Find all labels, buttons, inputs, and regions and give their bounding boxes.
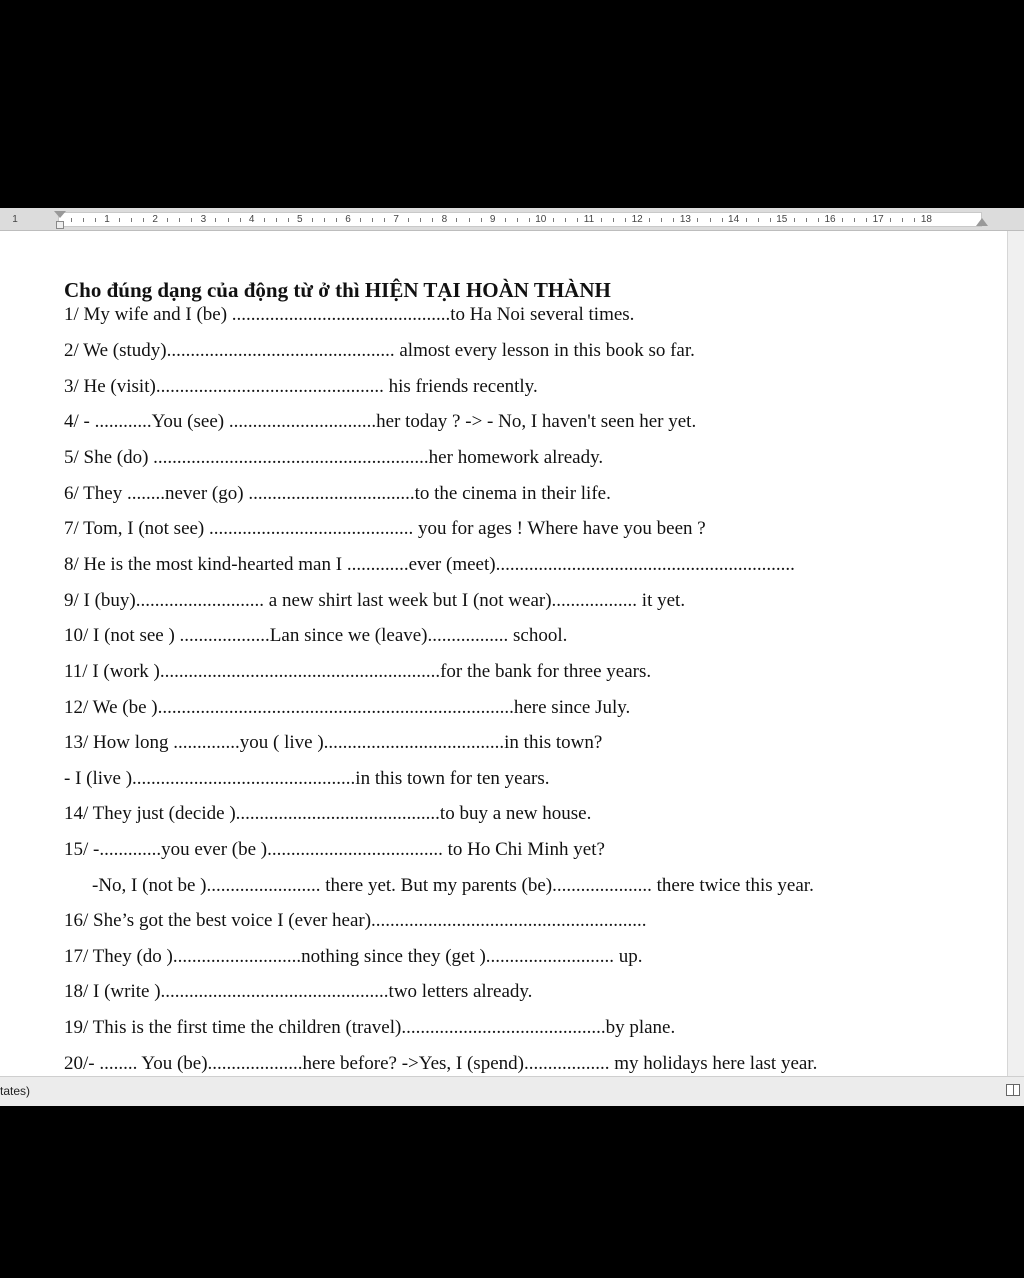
ruler-number: 3 bbox=[200, 214, 207, 225]
ruler-tick bbox=[697, 218, 698, 222]
ruler-tick bbox=[553, 218, 554, 222]
ruler-number: 10 bbox=[535, 214, 547, 225]
exercise-line: 4/ - ............You (see) ...............................her today ? -> - No, I haven't seen her yet. bbox=[64, 411, 697, 432]
exercise-line: 9/ I (buy)........................... a new shirt last week but I (not wear).................. it yet. bbox=[64, 590, 686, 611]
exercise-line: 11/ I (work )...........................................................for the bank for three years. bbox=[64, 661, 652, 682]
ruler-tick bbox=[902, 218, 903, 222]
ruler-tick bbox=[179, 218, 180, 222]
ruler-tick bbox=[191, 218, 192, 222]
ruler-tick bbox=[770, 218, 771, 222]
document-page[interactable] bbox=[0, 231, 1008, 1076]
ruler-tick bbox=[481, 218, 482, 222]
ruler-tick bbox=[601, 218, 602, 222]
ruler-tick bbox=[469, 218, 470, 222]
ruler-tick bbox=[264, 218, 265, 222]
ruler-tick bbox=[288, 218, 289, 222]
exercise-line: 13/ How long ..............you ( live )......................................in this town? bbox=[64, 732, 603, 753]
ruler-tick bbox=[276, 218, 277, 222]
ruler-tick bbox=[240, 218, 241, 222]
ruler-number: 18 bbox=[920, 214, 932, 225]
exercise-line: 20/- ........ You (be)....................here before? ->Yes, I (spend).................. my holidays here last year. bbox=[64, 1053, 818, 1074]
ruler-number: 8 bbox=[441, 214, 448, 225]
ruler-tick bbox=[854, 218, 855, 222]
ruler-tick bbox=[131, 218, 132, 222]
ruler-number: 4 bbox=[248, 214, 255, 225]
ruler-tick bbox=[228, 218, 229, 222]
ruler-tick bbox=[866, 218, 867, 222]
exercise-line: 12/ We (be )...........................................................................here since July. bbox=[64, 697, 631, 718]
ruler-tick bbox=[324, 218, 325, 222]
ruler-tick bbox=[649, 218, 650, 222]
ruler-tick bbox=[517, 218, 518, 222]
first-line-indent-marker[interactable] bbox=[54, 211, 66, 218]
ruler-number: 6 bbox=[345, 214, 351, 225]
ruler-tick bbox=[408, 218, 409, 222]
ruler-tick bbox=[336, 218, 337, 222]
ruler-tick bbox=[673, 218, 674, 222]
ruler-tick bbox=[360, 218, 361, 222]
exercise-line: 10/ I (not see ) ...................Lan since we (leave)................. school. bbox=[64, 625, 568, 646]
left-indent-marker[interactable] bbox=[56, 221, 64, 229]
ruler-track[interactable] bbox=[12, 212, 982, 227]
ruler-tick bbox=[806, 218, 807, 222]
ruler-number: 7 bbox=[393, 214, 399, 225]
ruler-tick bbox=[384, 218, 385, 222]
horizontal-ruler[interactable] bbox=[0, 208, 1024, 231]
ruler-number: 1 bbox=[12, 214, 18, 225]
ruler-tick bbox=[625, 218, 626, 222]
exercise-line: -No, I (not be )........................ there yet. But my parents (be)..................... there twice this year. bbox=[92, 875, 814, 896]
ruler-tick bbox=[432, 218, 433, 222]
ruler-number: 5 bbox=[297, 214, 303, 225]
ruler-tick bbox=[842, 218, 843, 222]
ruler-number: 11 bbox=[583, 214, 595, 225]
exercise-line: 14/ They just (decide )...........................................to buy a new house. bbox=[64, 803, 592, 824]
ruler-number: 16 bbox=[824, 214, 836, 225]
exercise-line: 16/ She’s got the best voice I (ever hear).......................................................... bbox=[64, 910, 647, 931]
ruler-tick bbox=[95, 218, 96, 222]
exercise-line: - I (live )...............................................in this town for ten years. bbox=[64, 768, 550, 789]
ruler-tick bbox=[71, 218, 72, 222]
status-bar bbox=[0, 1076, 1024, 1106]
ruler-number: 15 bbox=[776, 214, 788, 225]
ruler-number: 12 bbox=[631, 214, 643, 225]
ruler-number: 17 bbox=[872, 214, 884, 225]
exercise-line: 2/ We (study)................................................ almost every lesson in this book so far. bbox=[64, 340, 695, 361]
exercise-line: 8/ He is the most kind-hearted man I .............ever (meet)............................................................... bbox=[64, 554, 795, 575]
ruler-tick bbox=[794, 218, 795, 222]
ruler-tick bbox=[372, 218, 373, 222]
ruler-tick bbox=[818, 218, 819, 222]
right-indent-marker[interactable] bbox=[976, 218, 988, 226]
ruler-tick bbox=[119, 218, 120, 222]
ruler-tick bbox=[312, 218, 313, 222]
exercise-heading: Cho đúng dạng của động từ ở thì HIỆN TẠI HOÀN THÀNH bbox=[64, 278, 611, 302]
ruler-tick bbox=[890, 218, 891, 222]
exercise-line: 3/ He (visit)................................................ his friends recently. bbox=[64, 376, 538, 397]
exercise-line: 6/ They ........never (go) ...................................to the cinema in their life. bbox=[64, 483, 611, 504]
status-language-text[interactable]: tates) bbox=[0, 1084, 31, 1098]
ruler-tick bbox=[661, 218, 662, 222]
ruler-tick bbox=[722, 218, 723, 222]
read-mode-icon[interactable] bbox=[1006, 1084, 1020, 1096]
ruler-number: 2 bbox=[152, 214, 158, 225]
ruler-number: 14 bbox=[728, 214, 740, 225]
exercise-line: 1/ My wife and I (be) ..............................................to Ha Noi several times. bbox=[64, 304, 635, 325]
ruler-tick bbox=[143, 218, 144, 222]
ruler-number: 1 bbox=[104, 214, 110, 225]
ruler-tick bbox=[758, 218, 759, 222]
ruler-tick bbox=[565, 218, 566, 222]
word-window bbox=[0, 208, 1024, 1105]
ruler-tick bbox=[710, 218, 711, 222]
ruler-tick bbox=[167, 218, 168, 222]
ruler-tick bbox=[577, 218, 578, 222]
ruler-tick bbox=[914, 218, 915, 222]
ruler-tick bbox=[613, 218, 614, 222]
ruler-tick bbox=[456, 218, 457, 222]
ruler-tick bbox=[746, 218, 747, 222]
ruler-tick bbox=[420, 218, 421, 222]
exercise-line: 15/ -.............you ever (be )..................................... to Ho Chi Minh yet? bbox=[64, 839, 605, 860]
ruler-tick bbox=[505, 218, 506, 222]
exercise-line: 17/ They (do )...........................nothing since they (get )........................... up. bbox=[64, 946, 643, 967]
exercise-line: 18/ I (write )................................................two letters already. bbox=[64, 981, 533, 1002]
exercise-line: 7/ Tom, I (not see) ........................................... you for ages ! Where have you been ? bbox=[64, 518, 706, 539]
vertical-scrollbar[interactable] bbox=[1007, 231, 1024, 1076]
exercise-line: 5/ She (do) ..........................................................her homework already. bbox=[64, 447, 604, 468]
ruler-tick bbox=[529, 218, 530, 222]
ruler-number: 9 bbox=[489, 214, 496, 225]
exercise-line: 19/ This is the first time the children (travel)...........................................by plane. bbox=[64, 1017, 676, 1038]
ruler-tick bbox=[215, 218, 216, 222]
ruler-tick bbox=[83, 218, 84, 222]
ruler-number: 13 bbox=[679, 214, 691, 225]
